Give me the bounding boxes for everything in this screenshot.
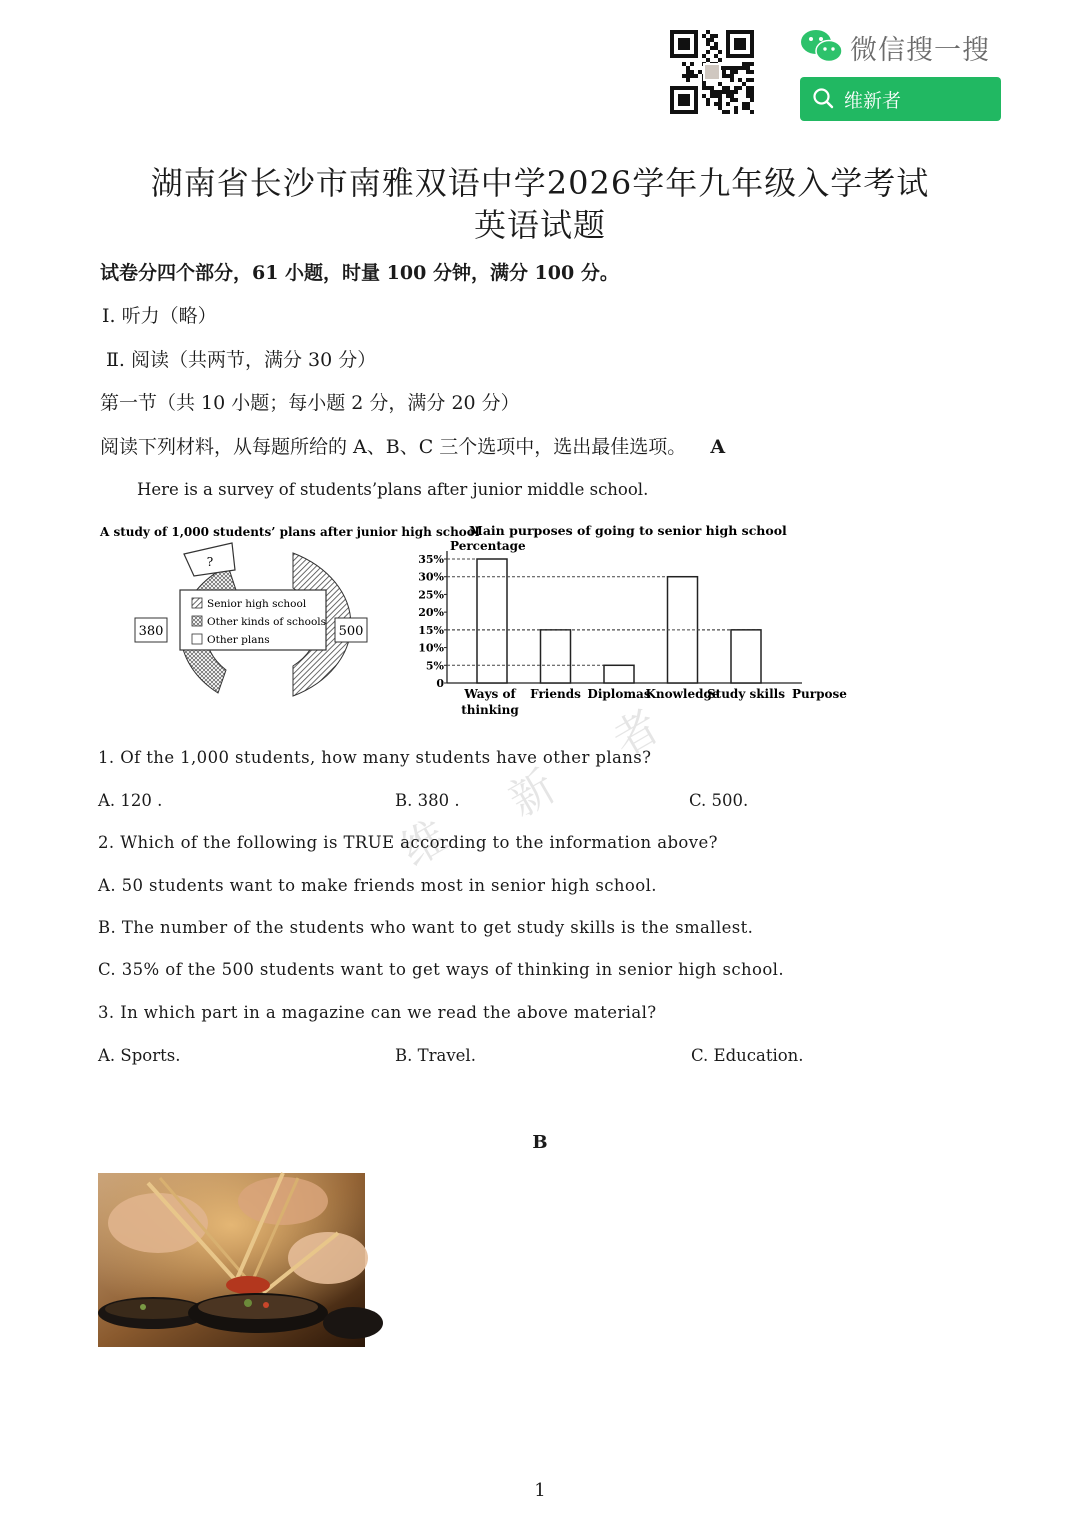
y-tick-label: 25% <box>418 588 444 602</box>
watermark-char-2: 新 <box>500 760 565 827</box>
bar <box>477 559 507 683</box>
question-1: 1. Of the 1,000 students, how many students have other plans? <box>98 748 652 767</box>
instruction-text: 阅读下列材料，从每题所给的 A、B、C 三个选项中，选出最佳选项。 <box>100 436 687 458</box>
bar-chart-title: Main purposes of going to senior high school <box>469 523 787 538</box>
q1-option-c: C. 500. <box>689 791 749 810</box>
passage-a-label: A <box>710 436 726 458</box>
x-tick-label: Study skills <box>707 687 785 701</box>
bar <box>541 630 571 683</box>
question-2: 2. Which of the following is TRUE according to the information above? <box>98 833 718 852</box>
passage-b-label: B <box>532 1132 548 1153</box>
x-tick-label: Knowledge <box>645 687 720 701</box>
q3-option-b: B. Travel. <box>395 1046 476 1065</box>
x-tick-label: thinking <box>461 703 519 717</box>
watermark-char-3: 者 <box>604 700 669 767</box>
q2-option-c: C. 35% of the 500 students want to get ways of thinking in senior high school. <box>98 960 784 979</box>
wechat-search-title: 微信搜一搜 <box>850 35 990 66</box>
search-button[interactable] <box>800 77 1001 121</box>
y-tick-label: 0 <box>436 677 444 690</box>
x-axis-label: Purpose <box>792 687 847 701</box>
q1-option-a: A. 120 . <box>98 791 163 810</box>
legend-other-schools: Other kinds of schools <box>207 616 327 628</box>
section-1-heading: 第一节（共 10 小题；每小题 2 分，满分 20 分） <box>100 392 520 414</box>
wechat-logo-icon <box>800 28 844 64</box>
exam-info: 试卷分四个部分，61 小题，时量 100 分钟，满分 100 分。 <box>100 262 619 284</box>
q3-option-c: C. Education. <box>691 1046 804 1065</box>
slice-other-plans-label: ? <box>206 555 214 569</box>
legend-senior-high: Senior high school <box>207 598 307 610</box>
survey-intro: Here is a survey of students’plans after junior middle school. <box>137 480 649 499</box>
donut-title: A study of 1,000 students’ plans after junior high school <box>100 525 480 539</box>
qr-code <box>670 30 754 114</box>
search-label: 维新者 <box>844 90 902 112</box>
bar-chart <box>412 518 852 723</box>
watermark-char-1: 维 <box>392 810 457 877</box>
exam-title: 湖南省长沙市南雅双语中学2026学年九年级入学考试 <box>150 164 930 202</box>
x-tick-label: Diplomas <box>587 687 651 701</box>
x-tick-label: Ways of <box>464 687 516 701</box>
y-tick-label: 20% <box>418 606 444 620</box>
y-tick-label: 5% <box>425 659 444 673</box>
q1-option-b: B. 380 . <box>395 791 460 810</box>
search-icon <box>812 87 834 109</box>
page-number: 1 <box>534 1480 546 1501</box>
instruction <box>100 432 725 459</box>
y-axis-label: Percentage <box>450 539 526 553</box>
q3-option-a: A. Sports. <box>98 1046 181 1065</box>
y-tick-label: 10% <box>418 641 444 655</box>
y-tick-label: 30% <box>418 570 444 584</box>
y-tick-label: 35% <box>418 553 444 566</box>
slice-senior-high-label: 500 <box>338 624 364 639</box>
x-tick-label: Friends <box>530 687 581 701</box>
slice-other-schools-label: 380 <box>138 624 164 639</box>
chopsticks-meal-photo <box>98 1173 365 1347</box>
y-tick-label: 15% <box>418 623 444 637</box>
bar <box>604 665 634 683</box>
legend-other-plans: Other plans <box>207 634 270 646</box>
question-3: 3. In which part in a magazine can we read the above material? <box>98 1003 657 1022</box>
q2-option-a: A. 50 students want to make friends most in senior high school. <box>98 876 657 895</box>
bar <box>731 630 761 683</box>
part-2-heading: Ⅱ. 阅读（共两节，满分 30 分） <box>106 349 377 371</box>
part-1-heading: Ⅰ. 听力（略） <box>102 305 217 327</box>
exam-subtitle: 英语试题 <box>473 206 606 244</box>
q2-option-b: B. The number of the students who want to get study skills is the smallest. <box>98 918 754 937</box>
